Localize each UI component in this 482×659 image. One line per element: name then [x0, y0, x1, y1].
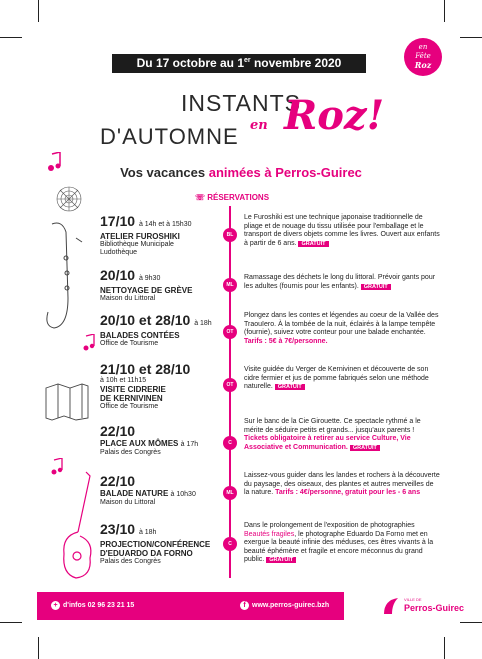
title-line-1: INSTANTS: [180, 90, 302, 116]
event-item: 22/10 PLACE AUX MÔMES à 17h Palais des Congrès: [100, 423, 199, 456]
plus-icon: +: [51, 601, 60, 610]
crop-mark: [444, 637, 445, 659]
free-tag: GRATUIT: [350, 445, 380, 451]
location-badge: ML: [223, 486, 237, 500]
reservations-label: ☏ RÉSERVATIONS: [195, 193, 270, 202]
event-description: Ramassage des déchets le long du littoral. Prévoir gants pour les adultes (fournis pour les enfants). GRATUIT: [244, 274, 436, 290]
subtitle: Vos vacances animées à Perros-Guirec: [120, 165, 362, 180]
event-item: 21/10 et 28/10 à 10h et 11h15 VISITE CIDRERIE DE KERNIVINEN Office de Tourisme: [100, 361, 191, 410]
music-note-icon: [46, 152, 62, 172]
spider-web-icon: [56, 186, 82, 212]
phone-icon: ☏: [195, 193, 208, 202]
free-tag: GRATUIT: [275, 384, 305, 390]
footer-website[interactable]: f www.perros-guirec.bzh: [240, 601, 329, 610]
timeline-line: [229, 206, 231, 578]
footer-bar: [37, 592, 465, 620]
event-description: Laissez-vous guider dans les landes et rochers à la découverte du paysage, des oiseaux, des plantes et autres merveilles de la nature. Tarifs : 4€/personne, gratuit pour les - 6 ans: [244, 472, 440, 496]
location-badge: C: [223, 436, 237, 450]
event-description: Plongez dans les contes et légendes au coeur de la Vallée des Traouïero. À la tombée de la nuit, éclairés à la lampe tempête (fournie), suivez votre conteur pour une balade enchantée. Tarifs : 5€ à 7€/personne.: [244, 312, 439, 345]
guitar-icon: [56, 470, 100, 582]
title-accent: en: [250, 118, 268, 133]
crop-mark: [38, 637, 39, 659]
title-line-2: D'AUTOMNE: [100, 124, 239, 149]
event-item: 17/10 à 14h et à 15h30 ATELIER FUROSHIKI Bibliothèque Municipale Ludothèque: [100, 213, 192, 256]
crop-mark: [0, 622, 22, 623]
event-item: 20/10 et 28/10 à 18h BALADES CONTÉES Office de Tourisme: [100, 312, 212, 347]
crop-mark: [38, 0, 39, 22]
roz-script-title: Roz!: [284, 92, 385, 139]
location-badge: OT: [223, 378, 237, 392]
city-logo: VILLE DE Perros-Guirec: [344, 592, 445, 620]
footer-info: + d'infos 02 96 23 21 15: [51, 601, 134, 610]
event-description: Sur le banc de la Cie Girouette. Ce spectacle rythmé a le mérite de séduire petits et grands... jusqu'aux parents ! Tickets obligatoire à retirer au service Culture, Vie Associative et Communication. GRATUIT: [244, 418, 421, 451]
location-badge: ML: [223, 278, 237, 292]
free-tag: GRATUIT: [361, 284, 391, 290]
location-badge: C: [223, 537, 237, 551]
music-note-icon: [82, 334, 96, 352]
event-item: 22/10 BALADE NATURE à 10h30 Maison du Littoral: [100, 473, 196, 506]
location-badge: BL: [223, 228, 237, 242]
free-tag: GRATUIT: [298, 241, 328, 247]
date-banner: Du 17 octobre au 1er novembre 2020: [112, 54, 366, 73]
crop-mark: [460, 622, 482, 623]
event-description: Dans le prolongement de l'exposition de photographies Beautés fragiles, le photographe Eduardo Da Forno met en exergue la beauté infinie des méduses, ces êtres vivants à la beauté éphémère et fragile et encore méconnus du grand public. GRATUIT: [244, 522, 434, 563]
location-badge: OT: [223, 325, 237, 339]
crop-mark: [0, 37, 22, 38]
facebook-icon[interactable]: f: [240, 601, 249, 610]
event-item: 20/10 à 9h30 NETTOYAGE DE GRÈVE Maison du Littoral: [100, 267, 193, 302]
crop-mark: [460, 37, 482, 38]
crop-mark: [444, 0, 445, 22]
en-fete-roz-stamp: en Fête Roz: [404, 38, 442, 76]
event-description: Le Furoshiki est une technique japonaise traditionnelle de pliage et de nouage du tissu utilisée pour l'emballage et le transport de divers objets comme les livres. Ouvert aux enfants à partir de 6 ans. GRATUIT: [244, 214, 440, 247]
city-logo-icon: [382, 596, 400, 616]
event-description: Visite guidée du Verger de Kernivinen et découverte de son cidre fermier et jus de pomme fabriqués selon une méthode naturelle. GRATUIT: [244, 366, 429, 390]
free-tag: GRATUIT: [266, 557, 296, 563]
saxophone-icon: [42, 218, 90, 338]
map-icon: [44, 382, 90, 422]
event-item: 23/10 à 18h PROJECTION/CONFÉRENCE D'EDUARDO DA FORNO Palais des Congrès: [100, 521, 211, 565]
